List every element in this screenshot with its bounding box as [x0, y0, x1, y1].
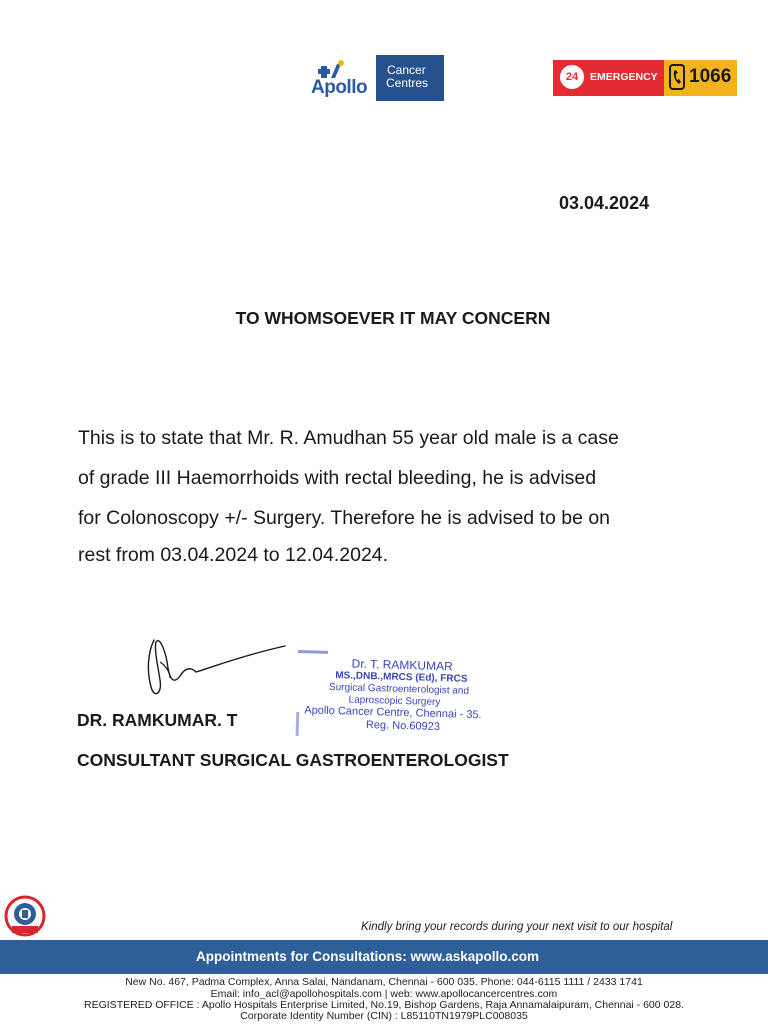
stamp-specialty: Laproscopic Surgery: [348, 694, 441, 709]
body-line: for Colonoscopy +/- Surgery. Therefore he is advised to be on: [78, 507, 611, 529]
doctor-stamp: [293, 650, 533, 747]
stamp-name: Dr. T. RAMKUMAR: [351, 656, 453, 674]
apollo-wordmark: Apollo: [311, 77, 368, 98]
emergency-label: EMERGENCY: [590, 71, 658, 83]
stamp-corner-mark: [296, 712, 300, 736]
centres-label: Centres: [386, 76, 429, 90]
footer-registered-office: REGISTERED OFFICE : Apollo Hospitals Enterprise Limited, No.19, Bishop Gardens, Raja Annamalaipuram, Chennai - 600 028.: [84, 999, 684, 1011]
footer-address: New No. 467, Padma Complex, Anna Salai, Nandanam, Chennai - 600 035. Phone: 044-6115 1111 / 2433 1741: [125, 976, 643, 988]
stamp-registration: Reg. No.60923: [365, 718, 441, 734]
records-note: Kindly bring your records during your next visit to our hospital: [361, 921, 673, 933]
apollo-logo: [311, 60, 373, 102]
letter-date: 03.04.2024: [559, 193, 650, 213]
body-line: of grade III Haemorrhoids with rectal bleeding, he is advised: [78, 467, 597, 489]
cancer-label: Cancer: [387, 63, 426, 77]
appointments-bar: [0, 940, 768, 974]
footer-contact: Email: info_acl@apollohospitals.com | web: www.apollocancercentres.com: [210, 988, 558, 1000]
signatory-name: DR. RAMKUMAR. T: [77, 710, 238, 730]
emergency-24-badge: 24: [560, 65, 584, 89]
emergency-number-panel: [664, 60, 737, 96]
signatory-title: CONSULTANT SURGICAL GASTROENTEROLOGIST: [77, 750, 509, 770]
handwritten-signature: [140, 632, 290, 702]
appointments-text: Appointments for Consultations: www.askapollo.com: [196, 949, 540, 964]
emergency-number: 1066: [689, 66, 732, 87]
stamp-corner-mark: [298, 650, 328, 654]
body-line: This is to state that Mr. R. Amudhan 55 year old male is a case: [78, 427, 619, 449]
letter-heading: TO WHOMSOEVER IT MAY CONCERN: [235, 308, 551, 328]
emergency-red-panel: [553, 60, 664, 96]
cancer-centres-badge: [376, 55, 444, 101]
nabh-seal-icon: [4, 895, 46, 937]
stamp-degrees: MS.,DNB.,MRCS (Ed), FRCS: [335, 670, 468, 685]
stamp-address: Apollo Cancer Centre, Chennai - 35.: [304, 704, 482, 722]
stamp-specialty: Surgical Gastroenterologist and: [328, 681, 470, 697]
phone-icon: [668, 64, 686, 90]
body-line: rest from 03.04.2024 to 12.04.2024.: [78, 544, 389, 566]
footer-cin: Corporate Identity Number (CIN) : L85110TN1979PLC008035: [240, 1010, 528, 1022]
emergency-banner: [553, 60, 737, 96]
